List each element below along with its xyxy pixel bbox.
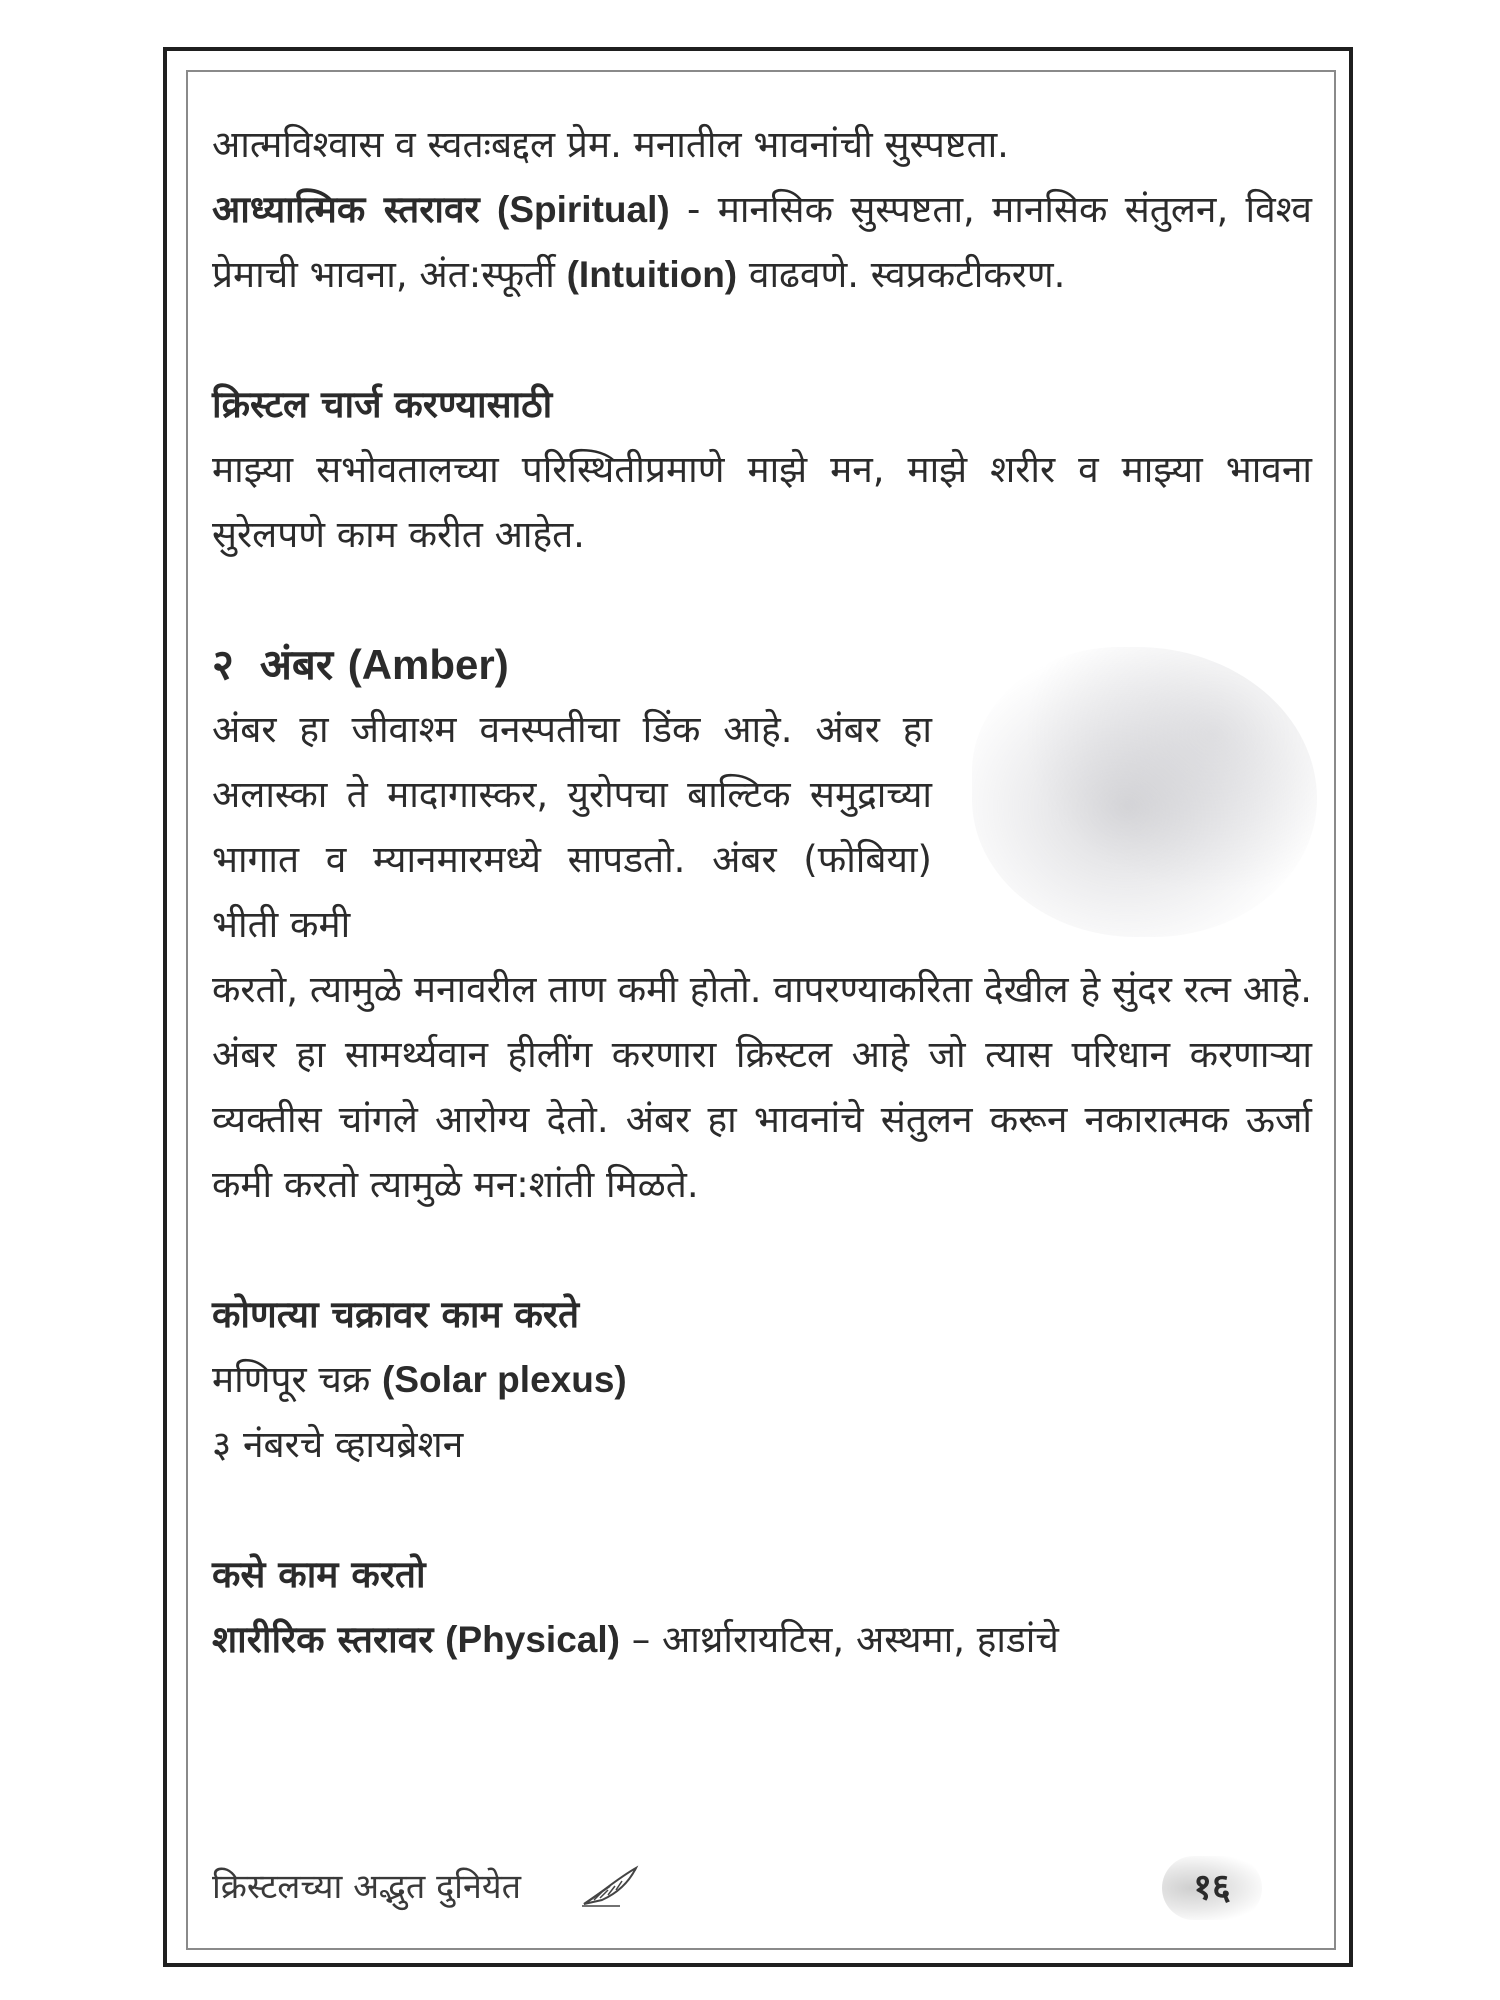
intuition-term: (Intuition) bbox=[566, 254, 738, 295]
amber-section-number: २ bbox=[212, 640, 234, 689]
feather-pen-icon bbox=[580, 1864, 640, 1908]
chakra-heading: कोणत्या चक्रावर काम करते bbox=[212, 1293, 580, 1336]
chakra-name: मणिपूर चक्र bbox=[212, 1358, 371, 1401]
footer-book-title: क्रिस्टलच्या अद्भुत दुनियेत bbox=[212, 1867, 521, 1907]
chakra-line-2: ३ नंबरचे व्हायब्रेशन bbox=[212, 1423, 464, 1466]
how-works-heading: कसे काम करतो bbox=[212, 1553, 426, 1596]
amber-intro-text: अंबर हा जीवाश्म वनस्पतीचा डिंक आहे. अंबर हा अलास्का ते मादागास्कर, युरोपचा बाल्टिक समुद्राच्या भागात व म्यानमारमध्ये सापडतो. अंबर (फोबिया) भीती कमी bbox=[212, 708, 932, 946]
amber-continued-text: करतो, त्यामुळे मनावरील ताण कमी होतो. वापरण्याकरिता देखील हे सुंदर रत्न आहे. अंबर हा सामर्थ्यवान हीलींग करणारा क्रिस्टल आहे जो त्यास परिधान करणाऱ्या व्यक्तीस चांगले आरोग्य देतो. अंबर हा भावनांचे संतुलन करून नकारात्मक ऊर्जा कमी करतो त्यामुळे मन:शांती मिळते. bbox=[212, 968, 1312, 1206]
spiritual-label: आध्यात्मिक स्तरावर bbox=[212, 188, 480, 231]
amber-intro-block bbox=[212, 697, 1312, 957]
spiritual-text-1: - मानसिक सुस्पष्टता, मानसिक संतुलन, विश्व प्रेमाची भावना, अंत:स्फूर्ती bbox=[212, 188, 1313, 296]
chakra-line-1 bbox=[212, 1347, 1312, 1412]
physical-label: शारीरिक स्तरावर bbox=[212, 1618, 434, 1661]
chakra-name-en: (Solar plexus) bbox=[382, 1359, 627, 1400]
page-content bbox=[212, 112, 1312, 1672]
crystal-charge-text: माझ्या सभोवतालच्या परिस्थितीप्रमाणे माझे मन, माझे शरीर व माझ्या भावना सुरेलपणे काम करीत आहेत. bbox=[212, 448, 1312, 556]
page-number: १६ bbox=[1162, 1856, 1262, 1920]
page-footer bbox=[212, 1862, 1312, 1922]
paragraph-self-love: आत्मविश्वास व स्वतःबद्दल प्रेम. मनातील भावनांची सुस्पष्टता. bbox=[212, 123, 1009, 166]
spiritual-label-en: (Spiritual) bbox=[497, 189, 670, 230]
spiritual-text-2: वाढवणे. स्वप्रकटीकरण. bbox=[737, 253, 1066, 296]
physical-label-en: (Physical) bbox=[445, 1619, 620, 1660]
how-works-physical bbox=[212, 1607, 1312, 1672]
crystal-charge-heading: क्रिस्टल चार्ज करण्यासाठी bbox=[212, 383, 553, 426]
paragraph-spiritual bbox=[212, 177, 1312, 307]
amber-title: अंबर bbox=[259, 640, 334, 689]
amber-title-en: (Amber) bbox=[347, 641, 509, 688]
physical-text: – आर्थ्रारायटिस, अस्थमा, हाडांचे bbox=[619, 1618, 1059, 1661]
